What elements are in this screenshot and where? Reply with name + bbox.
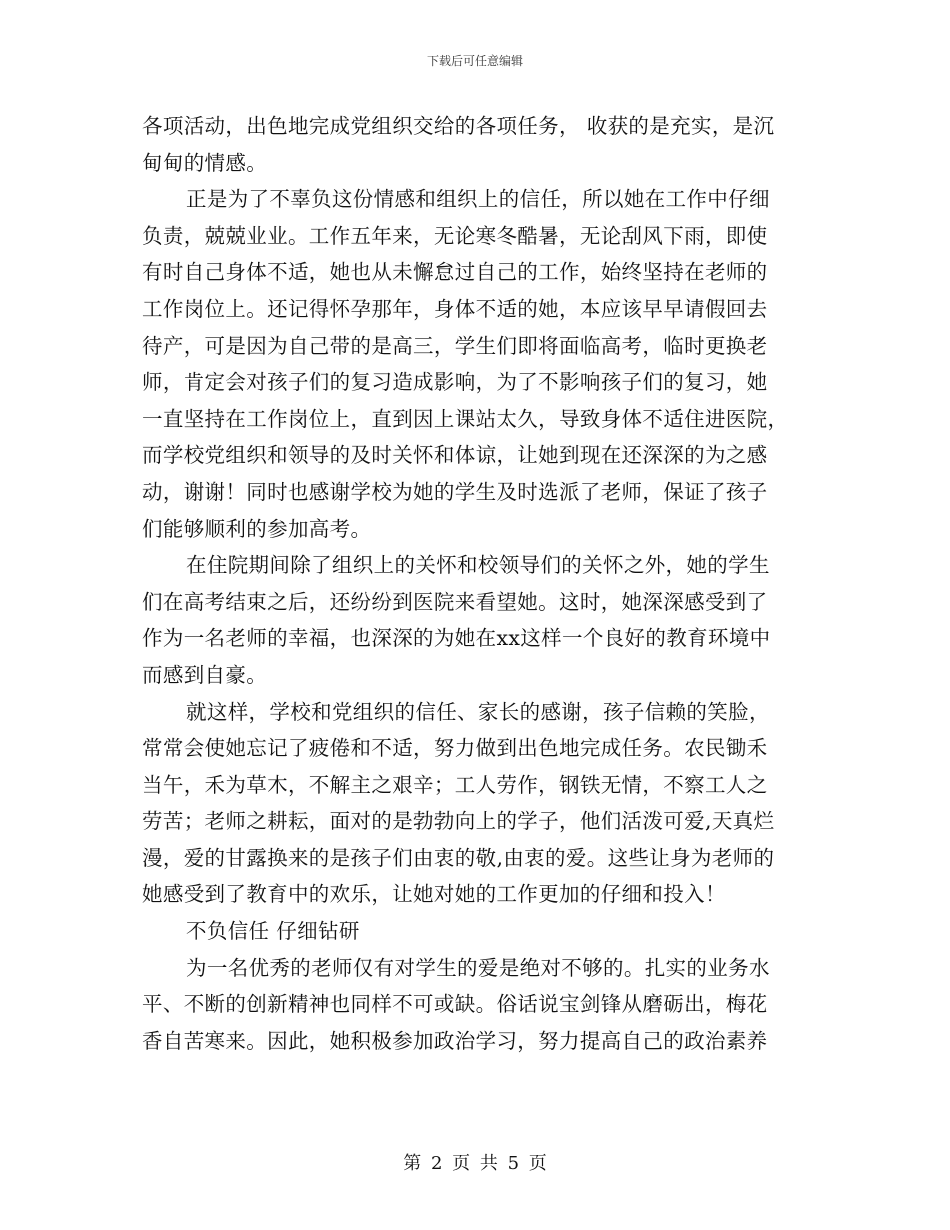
text-line: 常常会使她忘记了疲倦和不适，努力做到出色地完成任务。农民锄禾	[142, 736, 768, 761]
paragraph-start-line: 正是为了不辜负这份情感和组织上的信任，所以她在工作中仔细	[186, 187, 770, 212]
page-footer: 第 2 页 共 5 页	[403, 1153, 547, 1174]
text-line: 甸甸的情感。	[142, 150, 268, 175]
paragraph-start-line: 在住院期间除了组织上的关怀和校领导们的关怀之外，她的学生	[186, 553, 770, 578]
section-heading: 不负信任 仔细钻研	[186, 919, 360, 944]
page-header: 下载后可任意编辑	[426, 54, 523, 68]
text-line: 劳苦；老师之耕耘，面对的是勃勃向上的学子，他们活泼可爱,天真烂	[142, 809, 775, 834]
text-line: 动，谢谢！同时也感谢学校为她的学生及时选派了老师，保证了孩子	[142, 479, 768, 504]
text-line: 而感到自豪。	[142, 662, 268, 687]
document-body	[142, 108, 806, 1059]
text-line: 各项活动，出色地完成党组织交给的各项任务， 收获的是充实，是沉	[142, 114, 775, 138]
text-line: 一直坚持在工作岗位上，直到因上课站太久，导致身体不适住进医院，	[142, 406, 789, 431]
text-line: 漫，爱的甘露换来的是孩子们由衷的敬,由衷的爱。这些让身为老师的	[142, 845, 775, 870]
text-line: 师，肯定会对孩子们的复习造成影响，为了不影响孩子们的复习，她	[142, 370, 768, 395]
text-line: 工作岗位上。还记得怀孕那年，身体不适的她，本应该早早请假回去	[142, 296, 768, 321]
text-line: 负责，兢兢业业。工作五年来，无论寒冬酷暑，无论刮风下雨，即使	[142, 223, 768, 248]
text-line: 作为一名老师的幸福，也深深的为她在xx这样一个良好的教育环境中	[142, 626, 771, 651]
text-line: 而学校党组织和领导的及时关怀和体谅，让她到现在还深深的为之感	[142, 443, 768, 468]
text-line: 她感受到了教育中的欢乐，让她对她的工作更加的仔细和投入！	[142, 882, 726, 907]
paragraph-start-line: 就这样，学校和党组织的信任、家长的感谢，孩子信赖的笑脸，	[186, 699, 770, 724]
text-line: 们能够顺利的参加高考。	[142, 516, 372, 541]
paragraph-start-line: 为一名优秀的老师仅有对学生的爱是绝对不够的。扎实的业务水	[186, 955, 770, 980]
text-line: 们在高考结束之后，还纷纷到医院来看望她。这时，她深深感受到了	[142, 589, 768, 614]
text-line: 待产，可是因为自己带的是高三，学生们即将面临高考，临时更换老	[142, 333, 768, 358]
text-line: 香自苦寒来。因此，她积极参加政治学习，努力提高自己的政治素养	[142, 1028, 768, 1053]
text-line: 平、不断的创新精神也同样不可或缺。俗话说宝剑锋从磨砺出，梅花	[142, 992, 768, 1017]
text-line: 当午，禾为草木，不解主之艰辛；工人劳作，钢铁无情，不察工人之	[142, 772, 768, 797]
text-line: 有时自己身体不适，她也从未懈怠过自己的工作，始终坚持在老师的	[142, 260, 768, 285]
